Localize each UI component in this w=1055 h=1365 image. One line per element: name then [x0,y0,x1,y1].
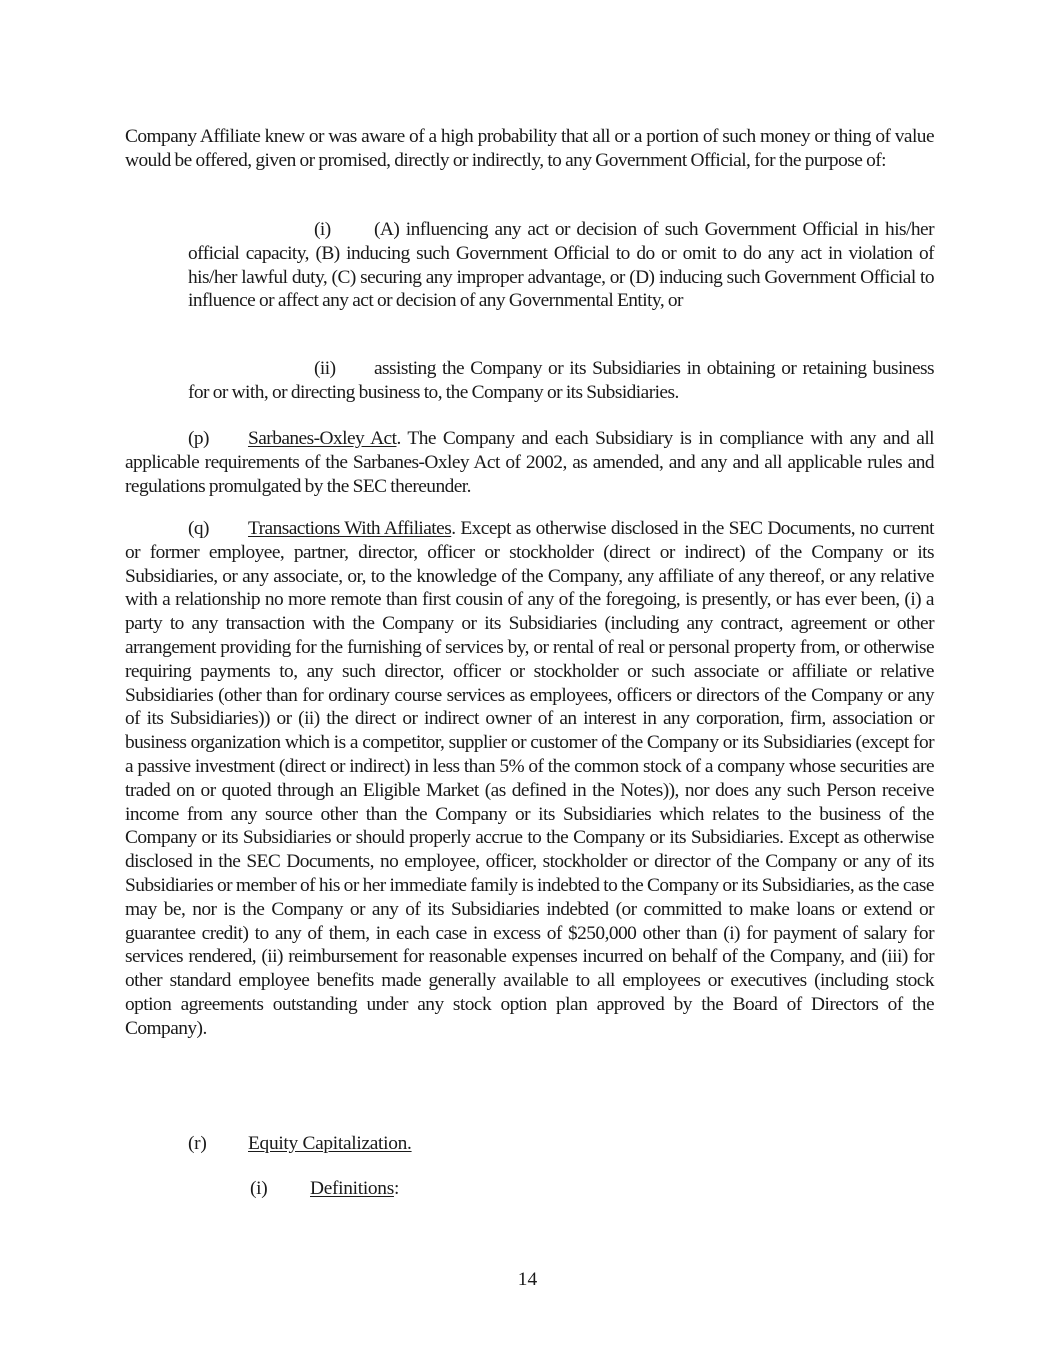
section-q-label: (q) [188,518,209,539]
section-p [125,427,934,498]
section-p-label: (p) [188,428,209,449]
section-q-heading: Transactions With Affiliates [248,518,452,539]
subheading-title: Definitions [310,1178,394,1199]
sub-item-ii [188,357,934,405]
section-p-text: The Company and each Subsidiary is in compliance with any and all applicable requirements of the Sarbanes-Oxley Act of 2002, as amended, and any and all applicable rules and regulations promulgated by the SEC thereunder. [125,428,934,497]
sub-item-ii-text: assisting the Company or its Subsidiaries in obtaining or retaining business for or with, or directing business to, the Company or its Subsidiaries. [188,358,934,403]
sub-item-i-label: (i) [314,219,331,240]
page-number: 14 [517,1269,538,1290]
section-q-heading-suffix: . [451,518,456,539]
section-r-heading: Equity Capitalization. [248,1133,412,1154]
subheading-definitions [250,1177,399,1201]
section-p-heading: Sarbanes-Oxley Act [248,428,397,449]
section-q [125,517,934,1041]
sub-item-i-text: (A) influencing any act or decision of such Government Official in his/her official capacity, (B) inducing such Government Official to do or omit to do any act in violation of his/her lawful duty, (C) securing any improper advantage, or (D) inducing such Government Official to influence or affect any act or decision of any Governmental Entity, or [188,219,934,312]
section-p-heading-suffix: . [396,428,401,449]
subheading-label: (i) [250,1178,268,1199]
intro-paragraph: Company Affiliate knew or was aware of a high probability that all or a portion of such money or thing of value would be offered, given or promised, directly or indirectly, to any Government Official, for the purpose of: [125,126,934,171]
subheading-suffix: : [393,1178,400,1199]
section-r-label: (r) [188,1133,207,1154]
sub-item-i [188,218,934,313]
section-q-text: Except as otherwise disclosed in the SEC Documents, no current or former employee, partner, director, officer or stockholder (direct or indirect) of the Company or its Subsidiaries, or any associate, or, to the knowledge of the Company, any affiliate of any thereof, or any relative with a relationship no more remote than first cousin of any of the foregoing, is presently, or has ever been, (i) a party to any transaction with the Company or its Subsidiaries (including any contract, agreement or other arrangement providing for the furnishing of services by, or rental of real or personal property from, or otherwise requiring payments to, any such director, officer or stockholder or such associate or affiliate or relative Subsidiaries (other than for ordinary course services as employees, officers or directors of the Company or any of its Subsidiaries)) or (ii) the direct or indirect owner of an interest in any corporation, firm, association or business organization which is a competitor, supplier or customer of the Company or its Subsidiaries (except for a passive investment (direct or indirect) in less than 5% of the common stock of a company whose securities are traded on or quoted through an Eligible Market (as defined in the Notes)), nor does any such Person receive income from any source other than the Company or its Subsidiaries which relates to the business of the Company or its Subsidiaries or should properly accrue to the Company or its Subsidiaries. Except as otherwise disclosed in the SEC Documents, no employee, officer, stockholder or director of the Company or any of its Subsidiaries or member of his or her immediate family is indebted to the Company or its Subsidiaries, as the case may be, nor is the Company or any of its Subsidiaries indebted (or committed to make loans or extend or guarantee credit) to any of them, in each case in excess of $250,000 other than (i) for payment of salary for services rendered, (ii) reimbursement for reasonable expenses incurred on behalf of the Company, and (iii) for other standard employee benefits made generally available to all employees or executives (including stock option agreements outstanding under any stock option plan approved by the Board of Directors of the Company). [125,518,934,1039]
sub-item-ii-label: (ii) [314,358,336,379]
section-r [188,1132,412,1156]
